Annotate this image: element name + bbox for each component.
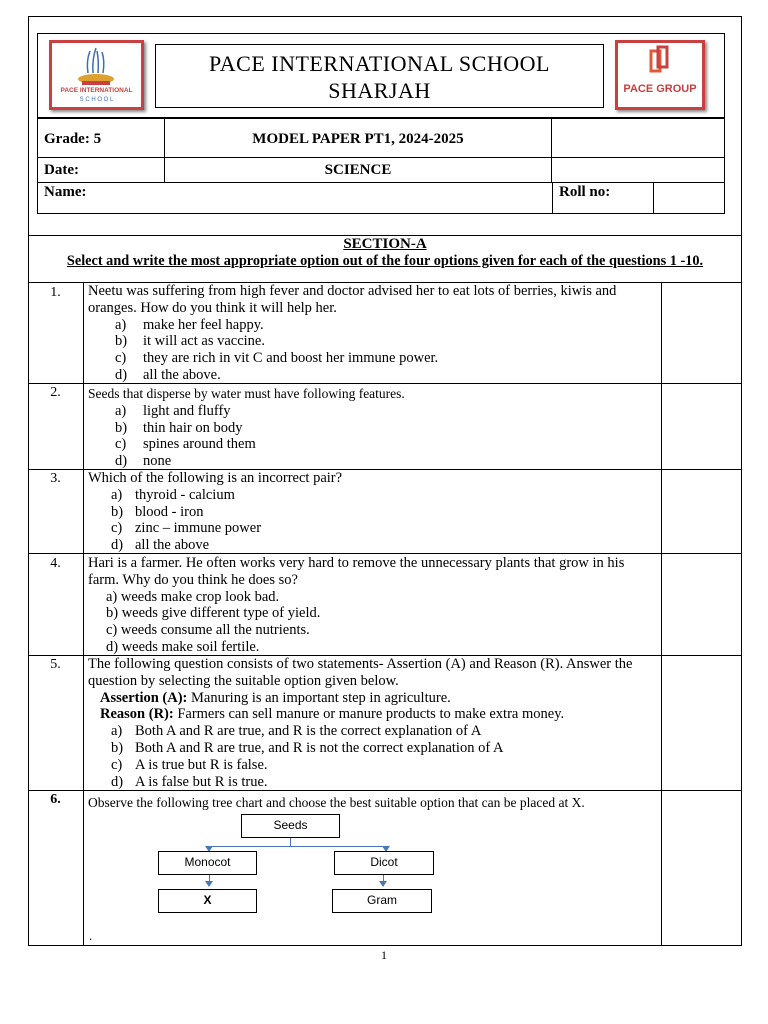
- subject-cell: SCIENCE: [164, 157, 552, 183]
- option: b) thin hair on body: [115, 419, 243, 436]
- paper-title-cell: MODEL PAPER PT1, 2024-2025: [164, 118, 552, 158]
- question-text: Neetu was suffering from high fever and doctor advised her to eat lots of berries, kiwis and oranges. How do you think it will help her.: [88, 283, 617, 316]
- option: d) weeds make soil fertile.: [106, 638, 260, 655]
- option: a) Both A and R are true, and R is the correct explanation of A: [111, 723, 482, 740]
- section-title: SECTION-A: [343, 236, 427, 252]
- question-4: [88, 555, 658, 656]
- school-logo: [49, 40, 144, 110]
- trailing-dot: .: [89, 928, 93, 943]
- question-number: 3.: [50, 471, 61, 486]
- option: c) they are rich in vit C and boost her immune power.: [115, 350, 439, 367]
- pace-group-logo-icon: [618, 43, 702, 107]
- logo-left-text: PACE INTERNATIONAL: [60, 87, 133, 94]
- option: c) zinc – immune power: [111, 520, 262, 537]
- roll-cell: Roll no:: [552, 182, 654, 214]
- assertion: Assertion (A): Manuring is an important step in agriculture.: [100, 689, 451, 706]
- question-text: Seeds that disperse by water must have following features.: [88, 386, 405, 401]
- name-cell: Name:: [37, 182, 553, 214]
- option: b) blood - iron: [111, 503, 204, 520]
- option: b) Both A and R are true, and R is not the correct explanation of A: [111, 739, 504, 756]
- question-text: Which of the following is an incorrect pair?: [88, 470, 343, 486]
- question-number: 5.: [50, 657, 61, 672]
- reason: Reason (R): Farmers can sell manure or manure products to make extra money.: [100, 706, 565, 723]
- question-text: The following question consists of two statements- Assertion (A) and Reason (R). Answer the question by selecting the suitable option given below.: [88, 656, 633, 689]
- school-title-line1: PACE INTERNATIONAL SCHOOL: [209, 51, 550, 76]
- page-number: 1: [381, 948, 387, 962]
- tree-node-monocot: Monocot: [158, 851, 257, 875]
- question-number: 4.: [50, 556, 61, 571]
- option: a) thyroid - calcium: [111, 486, 235, 503]
- section-instruction: Select and write the most appropriate option out of the four options given for each of the questions 1 -10.: [66, 253, 704, 269]
- tree-node-dicot: Dicot: [334, 851, 434, 875]
- section-header: [28, 236, 742, 270]
- option: d) A is false but R is true.: [111, 773, 268, 790]
- question-2: [88, 386, 658, 470]
- group-logo: [615, 40, 705, 110]
- logo-right-text: PACE GROUP: [623, 83, 697, 95]
- option: c) weeds consume all the nutrients.: [106, 622, 310, 639]
- question-number: 6.: [50, 792, 61, 807]
- tree-node-gram: Gram: [332, 889, 432, 913]
- option: c) spines around them: [115, 436, 256, 453]
- question-text: Observe the following tree chart and choose the best suitable option that can be placed at X.: [88, 795, 585, 810]
- school-title: [155, 44, 604, 108]
- date-cell: Date:: [37, 157, 165, 183]
- option: d) all the above: [111, 537, 210, 554]
- question-5: [88, 656, 658, 790]
- option: d) all the above.: [115, 366, 221, 383]
- school-title-line2: SHARJAH: [328, 78, 431, 103]
- option: a) weeds make crop look bad.: [106, 588, 280, 605]
- question-text: Hari is a farmer. He often works very hard to remove the unnecessary plants that grow in his farm. Why do you think he does so?: [88, 555, 625, 588]
- option: b) it will act as vaccine.: [115, 333, 265, 350]
- option: a) light and fluffy: [115, 402, 231, 419]
- roll-value-cell: [653, 182, 725, 214]
- blank-cell-2: [551, 157, 725, 183]
- grade-cell: Grade: 5: [37, 118, 165, 158]
- question-1: [88, 283, 658, 384]
- option: d) none: [115, 453, 172, 470]
- question-3: [88, 470, 658, 554]
- tree-node-x: X: [158, 889, 257, 913]
- question-number: 1.: [50, 285, 61, 300]
- blank-cell: [551, 118, 725, 158]
- question-number: 2.: [50, 385, 61, 400]
- tree-root-seeds: Seeds: [241, 814, 340, 838]
- option: b) weeds give different type of yield.: [106, 605, 321, 622]
- logo-left-sub: S C H O O L: [79, 97, 114, 103]
- option: a) make her feel happy.: [115, 316, 264, 333]
- option: c) A is true but R is false.: [111, 756, 268, 773]
